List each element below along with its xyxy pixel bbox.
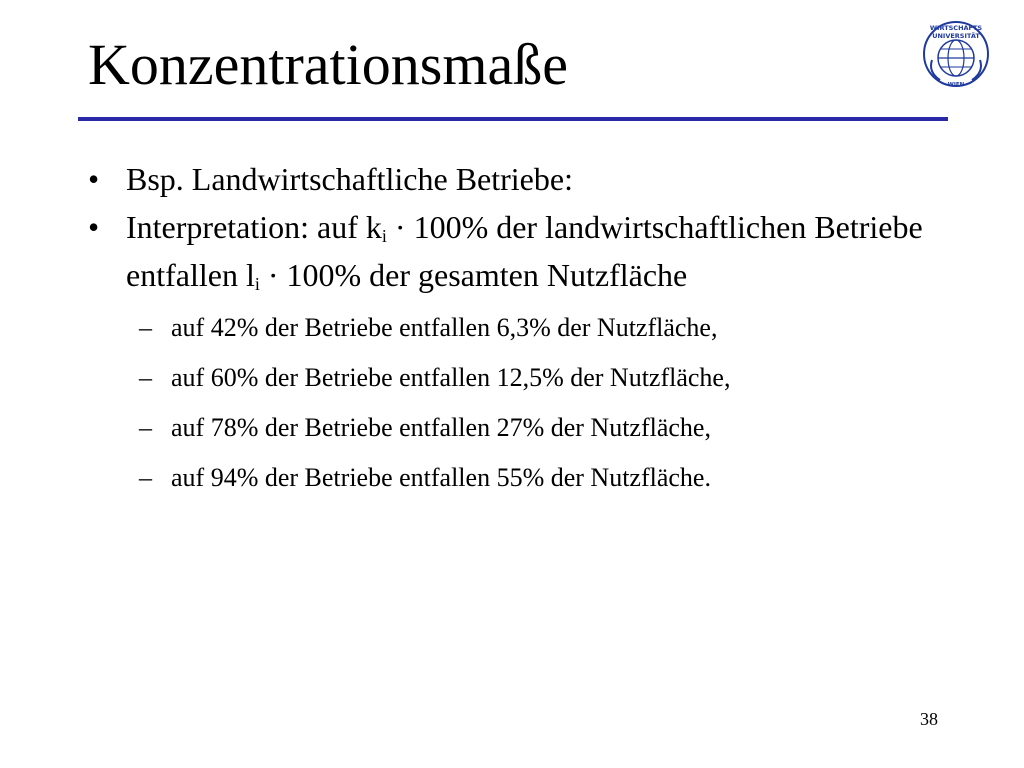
bullet-item	[88, 155, 948, 203]
sub-bullet-item	[88, 353, 948, 403]
sub-bullet-marker: –	[139, 313, 152, 342]
bullet-item	[88, 203, 948, 503]
bullet-marker: •	[88, 209, 100, 245]
bullet-text: Bsp. Landwirtschaftliche Betriebe:	[126, 161, 573, 197]
sub-bullet-text: auf 94% der Betriebe entfallen 55% der Nutzfläche.	[171, 463, 711, 492]
subscript-index: i	[381, 226, 387, 246]
sub-bullet-text: auf 60% der Betriebe entfallen 12,5% der Nutzfläche,	[171, 363, 731, 392]
sub-bullet-marker: –	[139, 463, 152, 492]
sub-bullet-text: auf 78% der Betriebe entfallen 27% der Nutzfläche,	[171, 413, 711, 442]
subscript-index: i	[254, 274, 260, 294]
logo-line-1: WIRTSCHAFTS	[929, 24, 983, 32]
page-number: 38	[920, 709, 938, 729]
slide-title: Konzentrationsmaße	[88, 32, 568, 97]
sub-bullet-marker: –	[139, 363, 152, 392]
logo-line-3: WIEN	[947, 82, 965, 88]
sub-bullet-item	[88, 303, 948, 353]
interpretation-text-b: · 100% der landwirtschaftlichen Betriebe entfallen l	[126, 209, 923, 293]
sub-bullet-marker: –	[139, 413, 152, 442]
interpretation-text-c: · 100% der gesamten Nutzfläche	[259, 257, 688, 293]
interpretation-text-a: Interpretation: auf k	[126, 209, 382, 245]
wirtschaftsuniversitaet-wien-seal-icon	[922, 20, 990, 88]
sub-bullet-text: auf 42% der Betriebe entfallen 6,3% der Nutzfläche,	[171, 313, 718, 342]
title-divider	[78, 117, 948, 121]
logo-line-2: UNIVERSITÄT	[932, 32, 980, 40]
bullet-list	[88, 155, 948, 503]
sub-bullet-item	[88, 453, 948, 503]
sub-bullet-list	[126, 303, 948, 503]
sub-bullet-item	[88, 403, 948, 453]
bullet-text	[126, 209, 923, 293]
bullet-marker: •	[88, 161, 100, 197]
